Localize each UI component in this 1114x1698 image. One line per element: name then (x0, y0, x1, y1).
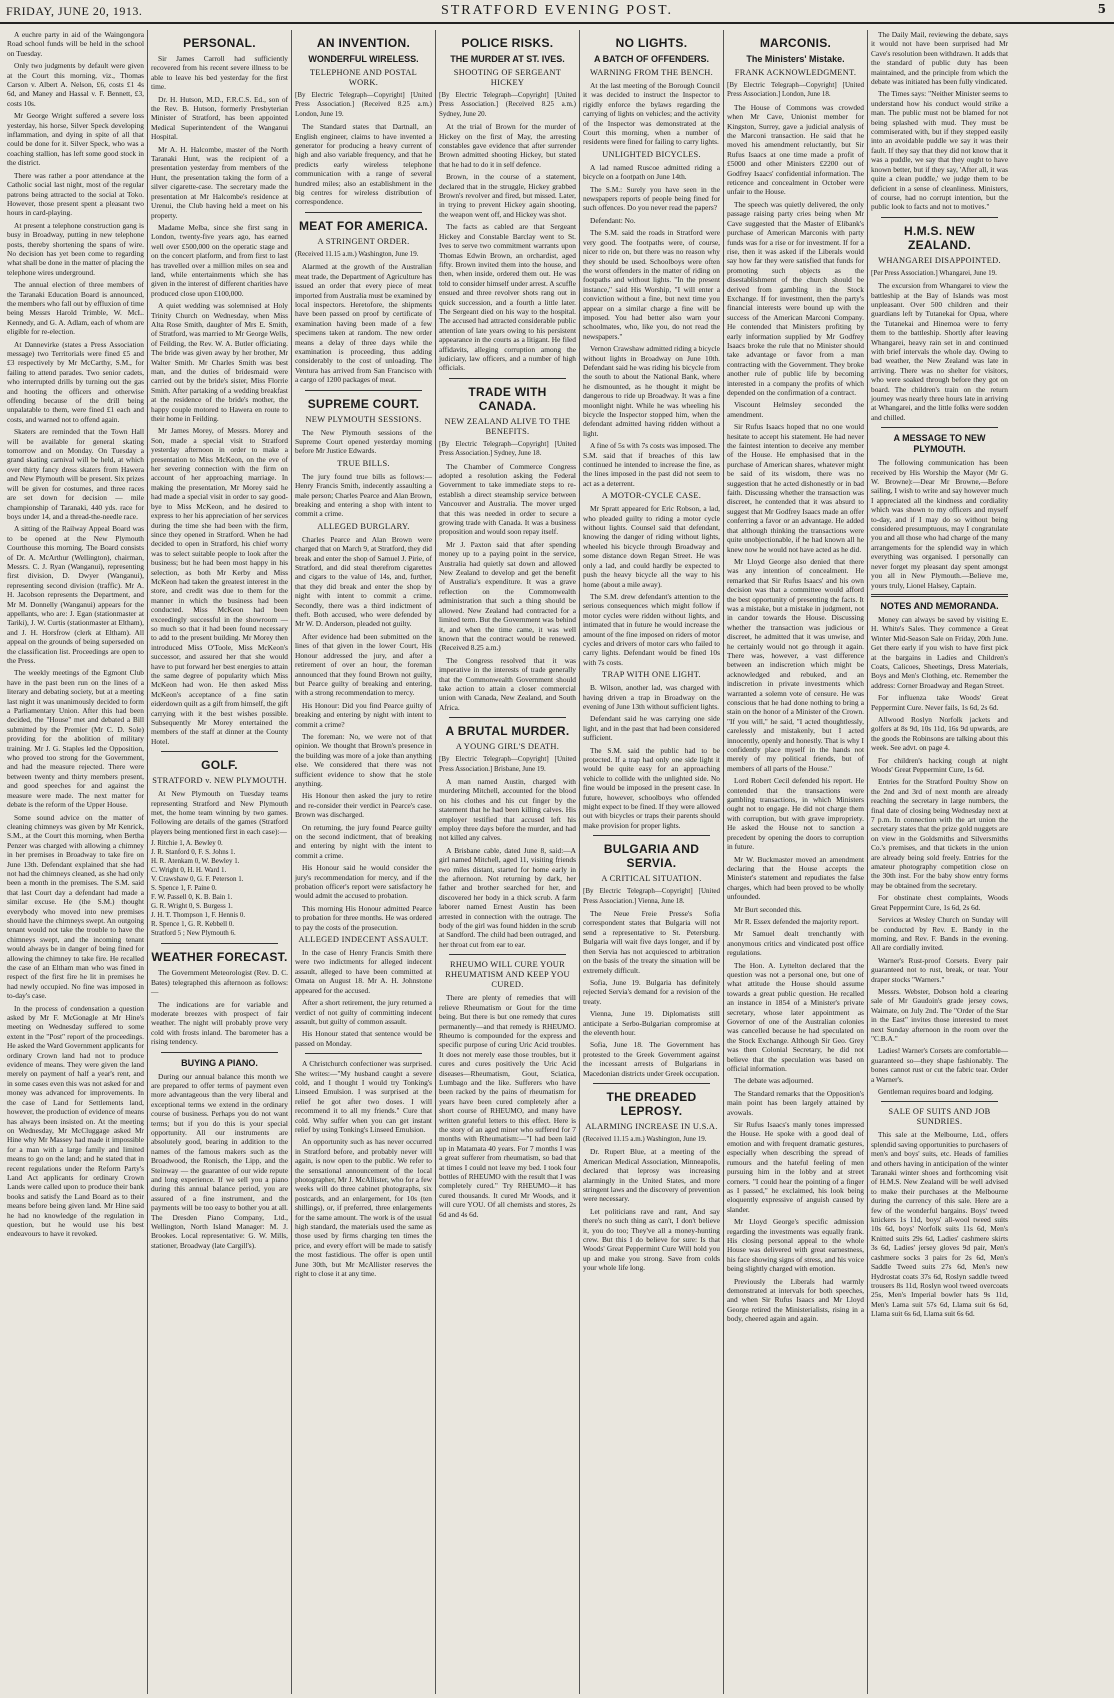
news-paragraph: Some sound advice on the matter of cleaning chimneys was given by Mr Kenrick, S.M., at the Court this morning, when Bertha Penzer was charged with allowing a chimney in her premises in Broadway to take fire on June 13th. Defendant explained that she had not had the chimneys cleaned, as she had only been a month in the premises. The S.M. said that last Court day a defendant had made a similar excuse. He (the S.M.) thought everybody who moved into new premises should have the chimneys swept. An outgoing tenant would not take the trouble to have the chimneys swept, and the incoming tenant would always be in danger of being fined for allowing the chimney to take fire. He recalled the case of an Eltham man who was fined in respect of the first fire he lit in premises he had newly occupied. No fine was imposed in to-day's case. (7, 812, 144, 1001)
news-paragraph: Mr W. Buckmaster moved an amendment declaring that the House accepts the Minister's statement and repudiates the false charges, which had been proved to be wholly unfounded. (727, 854, 864, 902)
news-paragraph: Dr. Rupert Blue, at a meeting of the American Medical Association, Minneapolis, declared that leprosy was increasing alarmingly in the United States, and more stringent laws and the discovery of prevention were necessary. (583, 1147, 720, 1204)
column-2 (148, 30, 292, 1694)
news-paragraph: The Daily Mail, reviewing the debate, says it would not have been surprised had Mr Cave's resolution been withdrawn. It adds that the standard of public duty has been maintained, and the principle from which the debate was initiated has been fully vindicated. (871, 30, 1008, 87)
advert-paragraph: During our annual balance this month we are prepared to offer terms of payment even more advantageous than the very liberal and exceptional terms we extend in the ordinary course of business. Perhaps you do not want terms; but if you do this is your special opportunity. All our instruments are absolutely good, bearing in addition to the names of the famous makers such as the Broadwood, the Ronisch, the Lipp, and the Steinway — the guarantee of our wide repute and long experience. If we sell you a piano during this annual balance period, you are assured of a fine instrument, and the payments will be too easy to bother you at all. The Dresden Piano Company, Ltd., Wellington, North Island Manager: M. J. Brookes. Local representative: G. W. Mills, stationer, Broadway (late Cargill's). (151, 1071, 288, 1250)
local-news (7, 30, 144, 1239)
advert-paragraph: A Christchurch confectioner was surprised. She writes:—"My husband caught a severe cold, and I thought I would try Tonking's Linseed Emulsion. I was surprised at the relief he got after two doses. I will recommend it to all my friends." Cure that cold. Why suffer when you can get instant relief by using Tonking's Linseed Emulsion. (295, 1059, 432, 1134)
golf-result-row: C. Wright 0, H. H. Ward 1. (151, 866, 227, 875)
section-heading-personal: PERSONAL. (183, 36, 256, 50)
golf-result-row: S. Spence 1, F. Paine 0. (151, 884, 217, 893)
news-paragraph: Alarmed at the growth of the Australian meat trade, the Department of Agriculture has issued an order that every piece of meat imported from Australia must be examined by local inspectors. Heretofore, the shipments have been passed on proof by certificate of examination having been made of a few specimens taken at random. The new order means a delay of three days while the examination is proceeding, thus adding considerably to the cost of unloading. The Ventura has arrived from San Francisco with a cargo of 1200 packages of meat. (295, 262, 432, 385)
divider (881, 217, 998, 218)
subheading: WONDERFUL WIRELESS. (308, 54, 419, 64)
column-3 (292, 30, 436, 1694)
section-heading-supreme-court: SUPREME COURT. (307, 396, 420, 411)
news-paragraph: At New Plymouth on Tuesday teams representing Stratford and New Plymouth met, the home team winning by two games. Following are details of the games (Stratford players being mentioned first in each case):— (151, 789, 288, 836)
news-paragraph: For children's hacking cough at night Woods' Great Peppermint Cure, 1s 6d. (871, 755, 1008, 774)
news-paragraph: Gentleman requires board and lodging. (878, 1087, 994, 1096)
news-paragraph: Mr James Morey, of Messrs. Morey and Son, made a special visit to Stratford yesterday afternoon in order to make a presentation to Miss McKeon, on the eve of her severing connection with the firm on account of her approaching marriage. In making the presentation, Mr Morey said he had made a special visit in order to say good-bye to Miss McKeon, and he desired to express to her his appreciation of her services during the time she had been with the firm, since they opened in Stratford. When he had decided to open in Stratford, his chief worry was to select suitable people to look after the business; but he had been most happy in his selection, as both Mr Kerby and Miss McKeon had taken the greatest interest in the store, and credit was due to them for the manner in which the business had been conducted. Miss McKeon had been exceedingly successful in the showroom — so much so that it had been found necessary to add to the present building. Mr Morey then introduced Miss O'Toole, Miss McKeon's successor, and assured her that she would have to put forward her best energies to attain the same degree of popularity which Miss McKeon had won. He then asked Miss McKeon's acceptance of a fine satin eiderdown quilt as a gift from himself, the gift carrying with it the best wishes possible. Subsequently Mr Morey entertained the members of the staff at dinner at the County Hotel. (151, 426, 288, 746)
news-paragraph: At Dannevirke (states a Press Association message) two Territorials were fined £5 and £3 respectively by Mr McCarthy, S.M., for failing to attend parades. Two senior cadets, who interrupted drills by turning out the gas and hooting the officers and otherwise offending because of the drill being unpalatable to them, were fined £1 each and costs, and warned not to offend again. (7, 339, 144, 424)
news-paragraph: The New Plymouth sessions of the Supreme Court opened yesterday morning before Mr Justice Edwards. (295, 427, 432, 456)
dateline: [By Electric Telegraph—Copyright] [United Press Association.] London, June 18. (727, 81, 864, 99)
news-paragraph: Mr Spratt appeared for Eric Robson, a lad, who pleaded guilty to riding a motor cycle without lights. Counsel said that defendant, knowing the danger of riding without lights, wheeled his bicycle through Broadway and some distance down Regan Street. He was only a lad, and could hardly be expected to push the heavy bicycle all the way to his home (about a mile away). (583, 504, 720, 589)
dateline: [By Electric Telegraph—Copyright] [United Press Association.] (Received 8.25 a.m.) Sydney, June 20. (439, 91, 576, 118)
news-paragraph: Mr R. Essex defended the majority report. (734, 916, 859, 926)
news-paragraph: The excursion from Whangarei to view the battleship at the Bay of Islands was most unpleasant. Over 500 children and their guardians left by Tutanekai for Opua, where the Tutanekai and Hinemoa were to ferry them to the battleship. Shortly after leaving Whangarei, heavy rain set in and continued with brief intervals the whole day. Owing to bad weather, the New Zealand was late in arriving. There was no shelter for visitors, who were soaked through before they got on board. The children's train on the return journey was nearly three hours late in arriving at Whangarei, and the little folks were sodden and chilled. (871, 281, 1008, 422)
section-heading-police-risks: POLICE RISKS. (461, 36, 554, 50)
news-paragraph: At the last meeting of the Borough Council it was decided to instruct the Inspector to rigidly enforce the bylaws regarding the carrying of lights on vehicles; and the activity of the Inspector was demonstrated at the Court this morning, when a number of residents were fined for failing to carry lights. (583, 81, 720, 147)
golf-results (151, 839, 288, 938)
news-paragraph: At present a telephone construction gang is busy in Broadway, putting in new telephone posts, thereby shortening the spans of wire. No decision has yet been come to regarding what shall be done in the matter of placing the telephone wires underground. (7, 220, 144, 277)
news-paragraph: A euchre party in aid of the Waingongora Road school funds will be held in the school on Tuesday. (7, 30, 144, 58)
section-heading-bulgaria-servia: BULGARIA AND SERVIA. (603, 842, 700, 871)
kicker: NEW ZEALAND ALIVE TO THE BENEFITS. (444, 416, 571, 436)
advert-paragraph: Let politicians rave and rant, And say there's no such thing as can't, I don't believe it, you do too; They've all a money-hunting crew. But this I do believe for sure: Is that Woods' Great Peppermint Cure Will hold you up and make you strong. Save from colds your whole life long. (583, 1206, 720, 1273)
subheading: The Ministers' Mistake. (746, 54, 845, 64)
news-paragraph: Entries for the Stratford Poultry Show on the 2nd and 3rd of next month are already reaching the secretary in large numbers, the final date of closing being Wednesday next at 7 p.m. In connection with the art union the secretary states that the prize gold nuggets are on view in the Goldsmiths and Silversmiths Co.'s premises, and that tickets in the union are already being sold freely. Entries for the amateur photography competition close on the 30th inst. For the baby show entry forms may be obtained from the secretary. (871, 777, 1008, 890)
golf-result-row: G. R. Wright 0, S. Burgess 1. (151, 902, 233, 911)
divider (881, 427, 998, 428)
news-paragraph: Brown, in the course of a statement, declared that in the struggle, Hickey grabbed Brown's revolver and fired, but missed. Later, in trying to prevent Hickey again shooting, the weapon went off, and Hickey was shot. (439, 172, 576, 219)
divider (305, 212, 422, 213)
news-paragraph: The S.M.: Surely you have seen in the newspapers reports of people being fined for such offences. Do you never read the papers? (583, 184, 720, 213)
kicker: WARNING FROM THE BENCH. (589, 68, 714, 77)
news-paragraph: Only two judgments by default were given at the Court this morning, viz., Thomas Carson v. Albert A. Nelson, £6, costs £1 4s 6d, and Maney and Hassal v. F. Bennett, £3, costs 10s. (7, 61, 144, 108)
news-paragraph: The following communication has been received by His Worship the Mayor (Mr G. W. Browne):—Dear Mr Browne,—Before sailing, I wish to write and say however much I appreciated all the kindness and cordiality which was shown to my officers and myself to-day, and if I may do so without being considered presumptuous, may I congratulate you and all those who had charge of the many arrangements for the splendid way in which everything was organised. I personally can never forget my pleasant day spent amongst you all in New Plymouth.—Believe me, yours truly, Lionel Halsey, Captain. (871, 458, 1008, 590)
section-heading-no-lights: NO LIGHTS. (615, 36, 688, 50)
news-paragraph: Sofia, June 18. The Government has protested to the Greek Government against the incessant arrests of Bulgarians in Macedonian districts under Greek occupation. (583, 1040, 720, 1078)
news-paragraph: Dr. H. Hutson, M.D., F.R.C.S. Ed., son of the Rev. B. Hutson, formerly Presbyterian Minister of Stratford, has been appointed Medical Superintendent of the Wanganui Hospital. (151, 94, 288, 142)
news-paragraph: A sitting of the Railway Appeal Board was to be opened at the New Plymouth Courthouse this morning. The Board consists of Dr. A. McArthur (Wellington), chairman, Messrs. C. J. Ryan (Wanganui), representing first division, D. Dwyer (Wanganui), representing second division (traffic). Mr A. H. Jacobson represents the Department, and Mr M. Donnelly (Wanganui) appears for the appellants, who are: J. Egan (stationmaster at Tariki), J. W. Curtis (stationmaster at Eltham), and J. H. Horsfrow (clerk at Eltham). All appeal on the grounds of being superseded on the classification list. Proceedings are open to the Press. (7, 524, 144, 665)
news-paragraph: In the process of condensation a question asked by Mr F. McGonagle at Mr Hine's meeting on Wednesday suffered to some extent in the "Post" report of the proceedings. He asked the Ward Government applicants for ordinary Crown land had not to produce evidence of means. They were given the land merely on payment of half a year's rent, and in some cases even this was not asked for and money was advanced for improvements. In the case of Land for Settlements land, however, the production of evidence of means has always been insisted on. At the meeting on Wednesday, Mr McCluggage asked Mr Hine why Mr Massey had made it impossible for a man with a large family and limited means to go on the land; and he stated that in recent regulations under the Reform Party's Land Act applicants for ordinary Crown Lands were called upon to produce their bank books and satisfy the Land Board as to their means before being given land. Mr Hine said he had no knowledge of the regulation in question, but he would use his best endeavours to have it revoked. (7, 1003, 144, 1239)
section-heading-notes: NOTES AND MEMORANDA. (880, 600, 999, 611)
news-paragraph: For obstinate chest complaints, Woods Great Peppermint Cure, 1s 6d, 2s 6d. (871, 893, 1008, 912)
section-heading-brutal-murder: A BRUTAL MURDER. (445, 724, 570, 739)
divider (305, 1053, 422, 1054)
news-paragraph: A man named Austin, charged with murdering Mitchell, accounted for the blood on his clothes and his cut finger by the statement that he had been killing calves. His employer testified that accused left his employ three days before the murder, and had not killed any calves. (439, 776, 576, 843)
news-paragraph: Madame Melba, since she first sang in London, twenty-five years ago, has earned well over £500,000 on the operatic stage and on the concert platform, and from first to last has travelled over a million miles on sea and land, while entertainments which she has given in the interest of different charities have produced close upon £100,000. (151, 222, 288, 298)
news-paragraph: The S.M. said the public had to be protected. If a trap had only one side light it would be quite easy for an approaching vehicle to collide with the unlighted side. No fine would be imposed in the present case. In future, however, schoolboys who offended might expect to be fined. If they were allowed out with bicycles or traps their parents should make provision for proper lights. (583, 745, 720, 830)
news-paragraph: Previously the Liberals had warmly demonstrated at intervals for both speeches, and when Sir Rufus Isaacs and Mr Lloyd George retired the Ministerialists, rising in a body, cheered again and again. (727, 1276, 864, 1324)
column-1 (4, 30, 148, 1694)
newspaper-title: STRATFORD EVENING POST. (440, 3, 674, 18)
advert-paragraph: An opportunity such as has never occurred in Stratford before, and probably never will again, is now open to the public. We refer to the sensational announcement of the local photographer, Mr J. McAllister, who for a few weeks will do three cabinet photographs, six postcards, and an enlargement, for 10s (ten shillings), or, if preferred, three enlargements for the same amount. The work is of the usual high standard, the materials used the same as those used by firms charging ten times the price, and every effort will be made to satisfy the most fastidious. The offer is open until June 30th, but Mr McAllister reserves the right to close it at any time. (295, 1137, 432, 1279)
news-paragraph: The foreman: No, we were not of that opinion. We thought that Brown's presence in the building was more of a joke than anything else. We considered that there was not sufficient evidence to show that he stole anything. (295, 731, 432, 788)
dateline: [By Electric Telegraph—Copyright] [United Press Association.] Vienna, June 18. (583, 887, 720, 905)
divider (871, 594, 1008, 597)
news-paragraph: B. Wilson, another lad, was charged with having driven a trap in Broadway on the evening of June 13th without sufficient lights. (583, 683, 720, 711)
divider (881, 1101, 998, 1102)
section-heading-message: A MESSAGE TO NEW PLYMOUTH. (893, 433, 986, 455)
news-paragraph: The debate was adjourned. (734, 1076, 814, 1086)
news-paragraph: A fine of 5s with 7s costs was imposed. The S.M. said that if breaches of this law continued he intended to increase the fine, as the lines imposed in the past did not seem to act as a deterrent. (583, 441, 721, 488)
kicker: ALARMING INCREASE IN U.S.A. (585, 1121, 718, 1131)
news-paragraph: Mr Burt seconded this. (734, 904, 802, 914)
kicker: A STRINGENT ORDER. (317, 236, 410, 246)
kicker: TRUE BILLS. (337, 458, 390, 468)
dateline: [By Electric Telegraph—Copyright] [United Press Association.] Brisbane, June 19. (439, 755, 576, 773)
news-paragraph: Mr George Wright suffered a severe loss yesterday, his horse, Silver Speck developing inflammation, and dying in spite of all that could be done for it. Silver Speck, who was a coaching stallion, has left some good stock in the district. (7, 111, 144, 168)
divider (449, 378, 566, 379)
news-paragraph: The weekly meetings of the Egmont Club have in the past been run on the lines of a literary and debating society, but at a meeting last night it was unanimously decided to form a Parliamentary Union. After this had been decided, the "House" met and debated a Bill submitted by the Premier (Mr C. D. Sole) providing for the abolition of military training. Mr J. G. Staples led the Opposition, who proved too strong for the Government, and had the measure rejected. There were between twenty and thirty members present, and good speeches for and against the measure were made. The next matter for debate is the reform of the Upper House. (7, 668, 144, 810)
section-heading-leprosy: THE DREADED LEPROSY. (606, 1089, 697, 1118)
news-paragraph: For influenza take Woods' Great Peppermint Cure. Never fails, 1s 6d, 2s 6d. (871, 693, 1008, 712)
news-paragraph: The Government Meteorologist (Rev. D. C. Bates) telegraphed this afternoon as follows:— (151, 968, 288, 997)
divider (161, 1052, 278, 1053)
dateline: (Received 11.15 a.m.) Washington, June 19. (295, 249, 419, 258)
news-paragraph: The Standard states that Dartnall, an English engineer, claims to have invented a generator for producing a heavy current of high and also variable frequency, and that he predicts early wireless telephone communication with a range of several hundred miles; also an establishment in the big centres for wireless distribution of correspondence. (295, 122, 432, 207)
advert-paragraph: There are plenty of remedies that will relieve Rheumatism or Gout for the time being. But there is but one remedy that cures permanently—and that remedy is RHEUMO. Rheumo is compounded for the express and specific purpose of curing Uric Acid troubles. It does not merely ease those troubles, but it cures and cures positively the Uric Acid diseases—Rheumatism, Gout, Sciatica, Lumbago and the like. Sufferers who have been racked by the pains of rheumatism for years have been cured completely after a short course of RHEUMO, and many have written grateful letters to this effect. Here is the story of an aged miner who suffered for 7 months with Rheumatism:—"I had been laid up in Matamata 40 years. For 7 months I was a great sufferer from rheumatism, so bad that at times I could not leave my bed. I took four bottles of RHEUMO with the result that I was completely cured." Try RHEUMO—it has cured thousands. It cured Mr Woods, and it will cure YOU. Of all chemists and stores, 2s 6d and 4s 6d. (439, 993, 576, 1219)
subheading: A BATCH OF OFFENDERS. (594, 54, 709, 64)
divider (305, 390, 422, 391)
advert-heading-sale: SALE OF SUITS AND JOB SUNDRIES. (888, 1107, 991, 1127)
news-paragraph: Warner's Rust-proof Corsets. Every pair guaranteed not to rust, break, or tear. Your draper stocks "Warners." (871, 955, 1008, 984)
golf-result-row: H. R. Atenkam 0, W. Bewley 1. (151, 857, 240, 866)
news-paragraph: The Hon. A. Lyttelton declared that the question was not a personal one, but one of what attitude the House should assume towards a great public question. He recalled an instance in 1854 of a Minister's private secretary, whose later appointment as Governor of one of the Australian colonies was cancelled because he had speculated on the Stock Exchange. Although Sir Geo. Grey was then Colonial Secretary, he did not believe that the speculation was based on official information. (727, 960, 864, 1074)
divider (161, 751, 278, 752)
news-paragraph: The S.M. said the roads in Stratford were very good. The footpaths were, of course, nicer to ride on, but there was no reason why they should be used. Schoolboys were often the worst offenders in the matter of riding on footpaths and without lights. "In the present instance," said His Worship, "I will enter a conviction without a fine, but next time you appear on a similar charge a fine will be imposed. You had better also warn your schoolmates, who, like you, do not read the newspapers." (583, 228, 720, 341)
news-paragraph: On returning, the jury found Pearce guilty on the second indictment, that of breaking and entering by night with the intent to commit a crime. (295, 822, 432, 860)
news-paragraph: His Honour said he would consider the jury's recommendation for mercy, and if the probation officer's report were satisfactory he would admit the accused to probation. (295, 863, 432, 901)
news-paragraph: Sir Rufus Isaacs hoped that no one would hesitate to accept his statement. He had never the faintest intention to deceive any member of the House. He emphasised that in the purchase of American shares, whatever might be said of its wisdom, there was no suggestion that he acted dishonestly or in bad faith. Discussing whether the transaction was discreet, he contended that it was absurd to suggest that Mr Godfrey Isaacs made an offer conferring a favor or an advantage. He added that although thinking the transactions were quite unobjectionable, if he had known all he knew now he would not have acted as he did. (727, 422, 864, 554)
divider (449, 717, 566, 718)
page-number: 5 (1097, 2, 1106, 16)
news-paragraph: The Neue Freie Presse's Sofia correspondent states that Bulgaria will not send a representative to St. Petersburg. Bulgaria will wait five days longer, and if by then Servia has not acquiesced to arbitration on the basis of the treaty the situation will be extremely difficult. (583, 909, 720, 975)
news-paragraph: Mr Lloyd George also denied that there was any intention of concealment. He remarked that Sir Rufus Isaacs' and his own decision was that a committee would afford the best opportunity of presenting the facts. It was a mistake, but a mistake in judgment, not in candor towards the House. Discussing whether the transaction was judicious or discreet, he admitted that it was unwise, and he certainly would not go through it again. There was, however, a vast difference between an indiscretion which might be acknowledged and rebuked, and an indiscretion in private investments which warranted a solemn vote of censure. He was conscious that he had done nothing to bring a stain on the honor of a Minister of the Crown. "If you will," he said, "I acted thoughtlessly, carelessly and mistakenly, but I acted innocently, openly and honestly. That is why I confidently place myself in the hands not merely of my political friends, but of members of all parts of the House." (727, 556, 864, 773)
news-paragraph: The Times says: "Neither Minister seems to understand how his conduct would strike a man. The public must not be blamed for not being splashed with mud. They must be commiserated with, but if they stepped easily into an avoidable puddle we say it was their fault. If they say that they did not know that it was a puddle, we say that they ought to have known better, but if they say, 'After all, it was quite a clean puddle,' we judge them to be deficient in a sense of cleanliness. Ministers, of course, had no corrupt intention, but the public look to facts and not to motives." (871, 89, 1008, 212)
news-paragraph: A Brisbane cable, dated June 8, said:—A girl named Mitchell, aged 11, visiting friends two miles distant, started for home early in the afternoon. Not returning by dark, her father and brother searched for her, and discovered her body in a thick scrub. A farm laborer named Ernest Austin has been arrested in connection with the outrage. The body of the girl was found hidden in the scrub at Sandford. The child had been outraged, and her throat cut from ear to ear. (439, 845, 576, 949)
section-heading-hms-new-zealand: H.M.S. NEW ZEALAND. (904, 223, 975, 252)
news-paragraph: His Honour stated that sentence would be passed on Monday. (295, 1029, 432, 1048)
kicker: TELEPHONE AND POSTAL WORK. (309, 68, 418, 87)
kicker: ALLEGED INDECENT ASSAULT. (298, 935, 429, 945)
kicker: A YOUNG GIRL'S DEATH. (455, 742, 560, 752)
news-paragraph: The speech was quietly delivered, the only passage raising party cries being when Mr Cave suggested that the Master of Elibank's purchase of American Marconis with party funds was for a rise or for investment. If for a rise, then it was asked if the Liberals would say how far they were satisfied that funds for promoting such objects as the disestablishment of the church should be derived from gambling in the Stock Exchange. If for investment, then the party's financial interests were bound up with the success of the American Marconi Company. He contended that Ministers profiting by early information supplied by Mr Godfrey Isaacs broke the rule that no Minister should take advantage or favor from a man contracting with the Government. They broke another rule of public life by becoming interested in a company the profits of which depended on the confirmation of a contract. (727, 199, 864, 397)
news-paragraph: Skaters are reminded that the Town Hall will be available for general skating tomorrow and on Monday. On Tuesday a grand skating carnival will be held, at which over thirty fancy dress skaters from Hawera and New Plymouth will be present. Six prizes will be given for costumes, and three races are set down for decision — mile championship of Taranaki, 440 yds. race for boys under 14, and a thread-the-needle race. (7, 427, 144, 521)
subheading: THE MURDER AT ST. IVES. (450, 54, 565, 64)
section-heading-invention: AN INVENTION. (316, 36, 411, 50)
news-paragraph: Allwood Roslyn Norfolk jackets and golfers at 8s 9d, 10s 11d, 16s 9d upwards, are the goods the Robinsons are talking about this week. See advt. on page 4. (871, 714, 1008, 753)
golf-result-row: J. R. Stanford 0, F. S. Johns 1. (151, 848, 236, 857)
news-paragraph: Charles Pearce and Alan Brown were charged that on March 9, at Stratford, they did break and enter the shop of Samuel J. Pirie, of Stratford, and did steal therefrom cigarettes and cigars to the value of 14s, and, further, that they did break and enter the shop by night with intent to commit a crime. Secondly, there was a third indictment of theft. Both accused, who were defended by Mr W. D. Anderson, pleaded not guilty. (295, 534, 432, 629)
news-paragraph: Sofia, June 19. Bulgaria has definitely rejected Servia's demand for a revision of the treaty. (583, 977, 720, 1006)
advert-heading-rheumo: RHEUMO WILL CURE YOUR RHEUMATISM AND KEEP YOU CURED. (445, 960, 570, 990)
kicker: WHANGAREI DISAPPOINTED. (878, 255, 1001, 265)
kicker: FRANK ACKNOWLEDGMENT. (734, 68, 857, 77)
kicker: NEW PLYMOUTH SESSIONS. (305, 414, 422, 424)
news-paragraph: Money can always be saved by visiting E. H. White's Sales. They commence a Great Winter Mid-Season Sale on Friday, 20th June. Get there early if you wish to have first pick at the bargains in Ladies and Children's Coats, Calicoes, Sheetings, Dress Materials, Boys and Men's Clothing, etc. Remember the address: Corner Broadway and Regan Street. (871, 614, 1008, 690)
golf-result-row: J. H. T. Thompson 1, F. Hennis 0. (151, 911, 246, 920)
kicker: SHOOTING OF SERGEANT HICKEY (453, 68, 562, 87)
news-paragraph: Mr Lloyd George's specific admission regarding the investments was equally frank. His closing personal appeal to the whole House was delivered with great earnestness, his face showing signs of stress, and his voice being slightly charged with emotion. (727, 1217, 864, 1274)
section-heading-trade-canada: TRADE WITH CANADA. (468, 384, 547, 413)
news-paragraph: His Honour then asked the jury to retire and re-consider their verdict in Pearce's case. Brown was discharged. (295, 791, 432, 820)
column-7 (868, 30, 1011, 1694)
golf-result-row: R. Spence 1, G. R. Kebbell 0. (151, 920, 235, 929)
news-paragraph: At the trial of Brown for the murder of Hickey on the first of May, the arresting constables gave evidence that after surrender Brown admitted shooting Hickey, but stated that he had to do it in self defence. (439, 122, 576, 169)
news-paragraph: Messrs. Webster, Dobson hold a clearing sale of Mr Gaudoin's grade jersey cows, Waimate, on July 2nd. The "Order of the Star in the East" invites those interested to meet next Sunday afternoon in the room over the "C.B.A." (871, 986, 1008, 1043)
news-paragraph: The annual election of three members of the Taranaki Education Board is announced, the members who fall out by effluxion of time being Messrs Harold Trimble, W. McL. Kennedy, and G. A. Adlam, each of whom are eligible for re-election. (7, 280, 144, 337)
divider (449, 954, 566, 955)
kicker: A CRITICAL SITUATION. (601, 874, 702, 884)
news-paragraph: The indications are for variable and moderate breezes with prospect of fair weather. The night will probably prove very cold with frosts inland. The barometer has a rising tendency. (151, 999, 288, 1047)
news-paragraph: After evidence had been submitted on the lines of that given in the lower Court, His Honour addressed the jury, and after a retirement of over an hour, the foreman announced that they found Brown not guilty, but Pearce guilty of breaking and entering, with a strong recommendation to mercy. (295, 631, 432, 698)
news-paragraph: In the case of Henry Francis Smith there were two indictments for alleged indecent assault, alleged to have been committed at Omata on August 18. Mr A. H. Johnstone appeared for the accused. (295, 948, 432, 995)
news-paragraph: The Congress resolved that it was imperative in the interests of trade generally that the Commonwealth Government should take action to attain a closer commercial union with Canada, New Zealand, and South Africa. (439, 655, 576, 712)
news-paragraph: Ladies! Warner's Corsets are comfortable—guaranteed so—they shape fashionably. The bones cannot rust or cut the fabric tear. Order a Warner's. (871, 1046, 1008, 1084)
news-paragraph: The facts as cabled are that Sergeant Hickey and Constable Barclay went to St. Ives to serve two commitment warrants upon Thomas Edwin Brown, an orchardist, aged fifty. Brown invited them into the house, and then, when inside, ordered them out. He was told to consider himself under arrest. A scuffle ensued and three revolver shots rang out in quick succession, and a fourth a little later. The Sergeant died on his way to the hospital. The accused had attracted considerable public attention of late years owing to his persistent appearance in the courts as a litigant. He filed affidavits, alleging corruption among the judiciary, law officers, and a number of high officials. (439, 222, 576, 373)
news-paragraph: Defendant said he was carrying one side light, and in the past that had been considered sufficient. (583, 714, 720, 743)
news-paragraph: Mr Samuel dealt trenchantly with anonymous critics and vindicated post office regulations. (727, 929, 864, 958)
dateline: [By Electric Telegraph—Copyright] [United Press Association.] (Received 8.25 a.m.) London, June 19. (295, 91, 432, 118)
newspaper-page (4, 30, 1110, 1694)
kicker: TRAP WITH ONE LIGHT. (602, 670, 701, 680)
news-paragraph: A quiet wedding was solemnised at Holy Trinity Church on Wednesday, when Miss Alta Rose Smith, daughter of Mrs E. Smith, of Stratford, was married to Mr George Wells, of Feilding, the Rev. W. A. Butler officiating. The bride was given away by her brother, Mr Walter Smith. Mr Charles Smith was best man, and the duties of bridesmaid were carried out by the bride's sister, Miss Florrie Smith. After partaking of a wedding breakfast at the residence of the bride's mother, the happy couple motored to Hawera en route to their home in Feilding. (151, 301, 288, 424)
dateline: [By Electric Telegraph—Copyright] [United Press Association.] Sydney, June 18. (439, 439, 576, 458)
dateline: [Per Press Association.] Whangarei, June 19. (871, 268, 997, 277)
subheading: STRATFORD v. NEW PLYMOUTH. (152, 776, 287, 786)
news-paragraph: A lad named Ruscoe admitted riding a bicycle on a footpath on June 14th. (583, 162, 720, 182)
section-heading-weather: WEATHER FORECAST. (151, 950, 288, 965)
column-6 (724, 30, 868, 1694)
golf-result-row: F. W. Passell 0, K. B. Bain 1. (151, 893, 233, 902)
news-paragraph: Services at Wesley Church on Sunday will be conducted by Rev. E. Bandy in the morning, and Rev. F. Bands in the evening. All are cordially invited. (871, 915, 1008, 953)
kicker: A MOTOR-CYCLE CASE. (601, 491, 702, 501)
section-heading-marconis: MARCONIS. (759, 36, 832, 50)
news-paragraph: The Chamber of Commerce Congress adopted a resolution asking the Federal Government to take immediate steps to re-establish a direct steamship service between Vancouver and Australia. The mover urged that this was needed in order to secure a growing trade with Canada. It was a business proposition and would soon repay itself. (439, 461, 576, 537)
news-paragraph: The House of Commons was crowded when Mr Cave, Unionist member for Kingston, Surrey, gave a judicial analysis of the Marconi transaction. He said that he moved his amendment reluctantly, but Sir Rufus Isaacs at one time made a profit of £5000 and other Ministers £2200 out of Godfrey Isaacs' confidential information. The reticence and concealment in October were unfair to the House. (727, 102, 864, 197)
news-paragraph: After a short retirement, the jury returned a verdict of not guilty of committing indecent assault, but guilty of common assault. (295, 998, 432, 1026)
masthead (0, 0, 1114, 24)
kicker: ALLEGED BURGLARY. (317, 521, 410, 531)
news-paragraph: There was rather a poor attendance at the Catholic social last night, most of the regular patrons being attracted to the social at Toko. However, those present spent a pleasant two hours in card-playing. (7, 170, 144, 218)
news-paragraph: His Honour: Did you find Pearce guilty of breaking and entering by night with intent to commit a crime? (295, 700, 432, 729)
news-paragraph: The Standard remarks that the Opposition's main point has been largely attained by avowals. (727, 1088, 864, 1117)
section-heading-meat: MEAT FOR AMERICA. (298, 218, 429, 233)
news-paragraph: Lord Robert Cecil defended his report. He contended that the transactions were gambling transactions, in which Ministers ought not to engage. He did not charge them with corruption, but with grave impropriety. He asked the House not to sanction a precedent by opening the doors to corruption in future. (727, 776, 864, 852)
news-paragraph: Mr A. H. Halcombe, master of the North Taranaki Hunt, was the recipient of a presentation yesterday from members of the Hunt, the presentation taking the form of a silver cigarette-case. The secretary made the presentation at Mr Halcombe's residence at Urenui, the Club having held a meet on his property. (151, 144, 288, 220)
golf-result-total: Stratford 5 ; New Plymouth 6. (151, 929, 236, 938)
news-paragraph: Vienna, June 19. Diplomatists still anticipate a Serbo-Bulgarian compromise at the eleventh hour. (583, 1009, 720, 1037)
news-paragraph: Sir James Carroll had sufficiently recovered from his recent severe illness to be able to leave his bed yesterday for the first time. (151, 54, 288, 92)
kicker: UNLIGHTED BICYCLES. (602, 149, 701, 159)
news-paragraph: This morning His Honour admitted Pearce to probation for three months. He was ordered to pay the costs of the prosecution. (295, 903, 432, 932)
news-paragraph: The jury found true bills as follows:—Henry Francis Smith, indecently assaulting a male person; Charles Pearce and Alan Brown, breaking and entering a shop with intent to commit a crime. (295, 471, 432, 519)
golf-result-row: J. Ritchie 1, A. Bewley 0. (151, 839, 223, 848)
section-heading-golf: GOLF. (201, 758, 238, 773)
golf-result-row: V. Crawshaw 0, G. F. Peterson 1. (151, 875, 244, 884)
news-paragraph: Viscount Helmsley seconded the amendment. (727, 400, 864, 419)
advert-paragraph: This sale at the Melbourne, Ltd., offers splendid saving opportunities to purchasers of men's and boys' suits, etc. Heads of families and others having in anticipation of the winter Taranaki winter shoes and forthcoming visit of H.M.S. New Zealand will be well advised to make their purchases at the Melbourne during the currency of this sale. Here are a few of the wonderful bargains. Boys' tweed knickers 1s 11d, boys' all-wool tweed suits 10s 6d, boys' Norfolk suits 11s 6d, Men's Knitted suits 29s 6d, Ladies' cashmere skirts 3s 6d, Ladies' jersey gloves 9d pair, Men's cashmere socks 3 pairs for 2s 6d, Men's Saddle Tweed suits 27s 6d, Men's new Hydrostat coats 37s 6d, Roslyn saddle tweed trousers 8s 11d, Roslyn wool tweed overcoats 25s, Men's Imperial bowler hats 9s 11d, Men's Lama suit 57s 6d, Llama suit 6s 6d, Llama suit 6s 6d, Llama suit 6s 6d. (871, 1130, 1008, 1319)
divider (161, 943, 278, 944)
column-5 (580, 30, 724, 1694)
advert-heading-piano: BUYING A PIANO. (181, 1057, 258, 1068)
column-4 (436, 30, 580, 1694)
news-paragraph: Mr J. Paxton said that after spending money up to a paying point in the service, Australia had quietly sat down and allowed New Zealand to develop and get the benefit of Australia's expenditure. It was a grave reflection on the Commonwealth administration that such a thing should be allowed. New Zealand had contracted for a limited term. But the Government was behind it, and when the time came, it was well known that the contract would be renewed. (Received 8.25 a.m.) (439, 539, 576, 653)
divider (593, 1083, 710, 1084)
news-paragraph: The S.M. drew defendant's attention to the serious consequences which might follow if motor cycles were ridden without lights, and intimated that in future he would increase the amount of the fine imposed on riders of motor cycles and drivers of motor cars who failed to carry lights. Defendant would be fined 10s with 7s costs. (583, 591, 720, 667)
dateline: (Received 11.15 a.m.) Washington, June 19. (583, 1134, 707, 1143)
issue-date: FRIDAY, JUNE 20, 1913. (6, 4, 143, 18)
news-paragraph: Defendant: No. (590, 215, 636, 225)
news-paragraph: Vernon Crawshaw admitted riding a bicycle without lights in Broadway on June 10th. Defendant said he was riding his bicycle from the south to about the National Bank, where he dismounted, as he thought it might be dangerous to ride up Broadway. It was a fine moonlight night. While he was wheeling his bicycle the Inspector stopped him, when the defendant admitted having ridden without a light. (583, 344, 720, 438)
news-paragraph: Sir Rufus Isaacs's manly tones impressed the House. He spoke with a good deal of emotion and with frequent dramatic gestures, especially when describing the spread of rumours and the hateful feeling of men pursuing him in the lobby and at street corners. "I could hear the pointing of a finger as I passed," he exclaimed, his look being eloquently expressive of anguish caused by slander. (727, 1120, 864, 1214)
divider (593, 835, 710, 836)
